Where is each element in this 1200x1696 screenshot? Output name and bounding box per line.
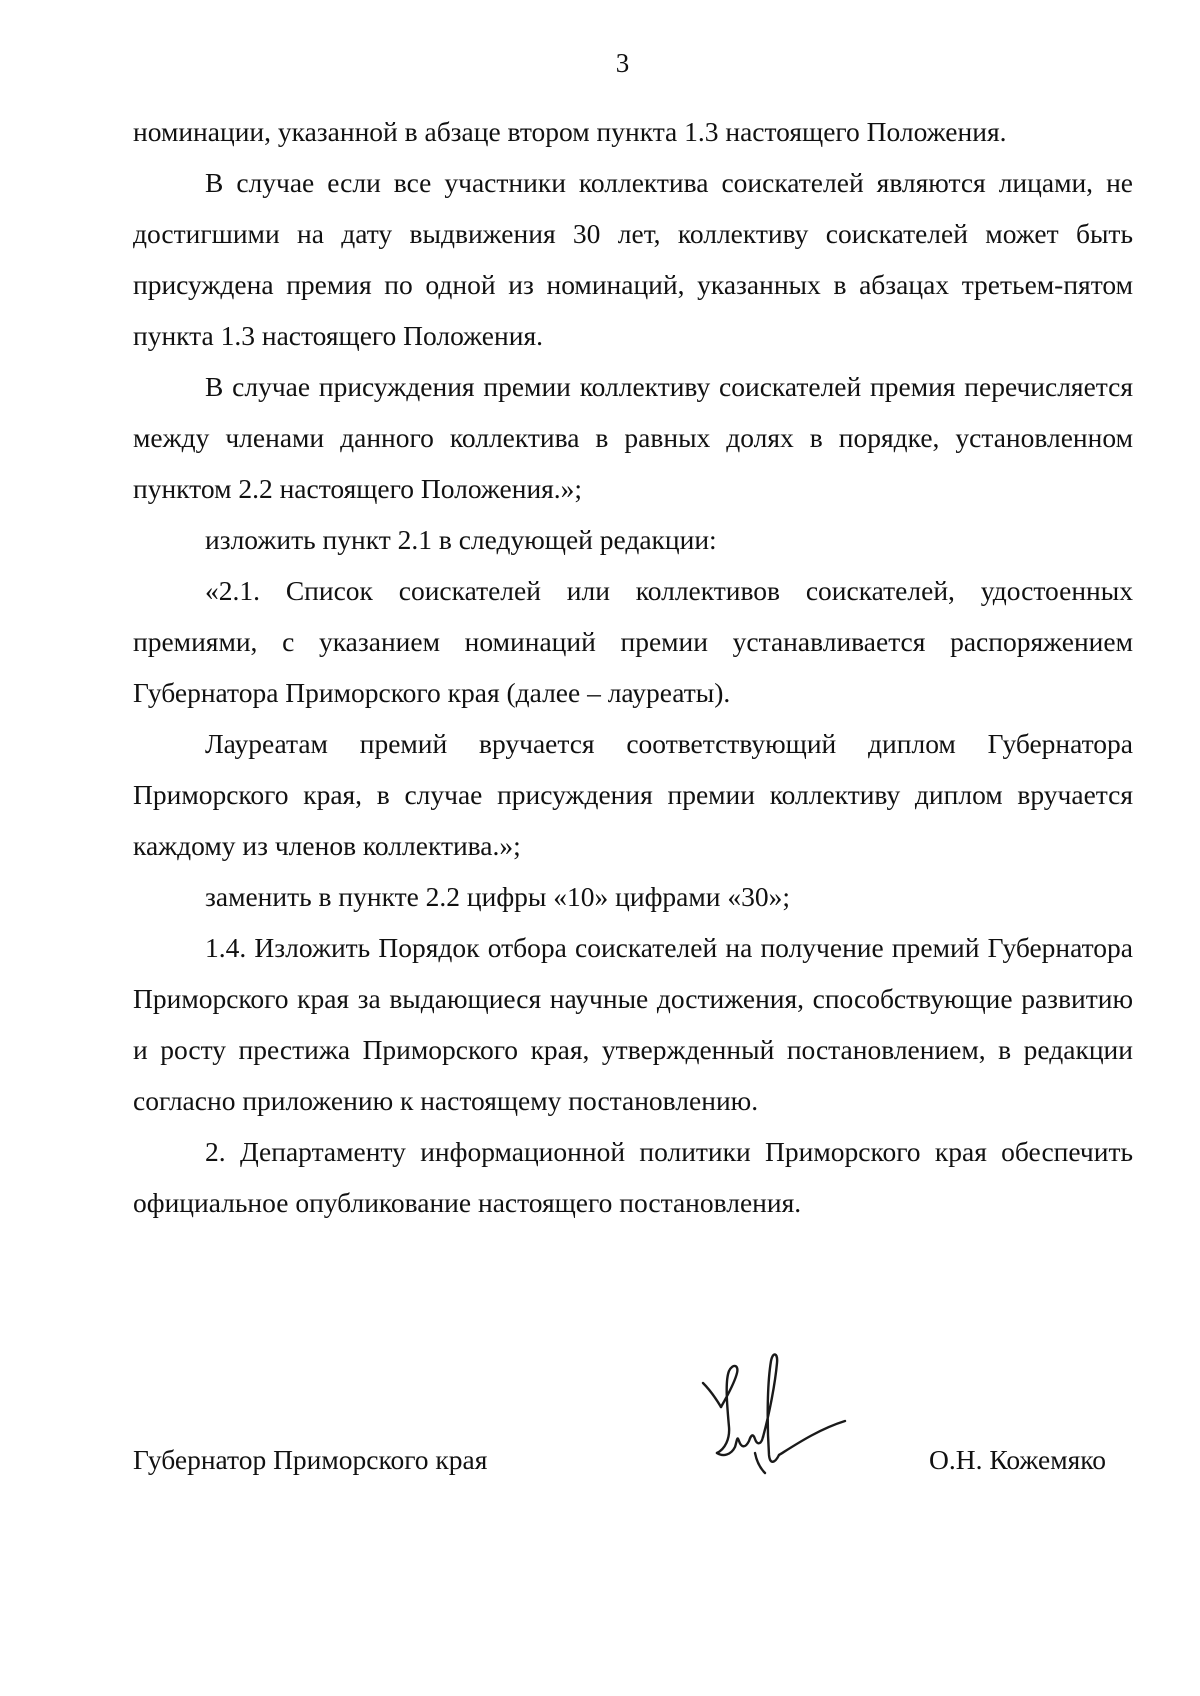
paragraph: «2.1. Список соискателей или коллективов соискателей, удостоенных премиями, с указанием номинаций премии устанавливается распоряжением Губернатора Приморского края (далее – лауреаты). [133, 575, 1133, 708]
signer-name: О.Н. Кожемяко [929, 1444, 1106, 1475]
document-body [133, 106, 1133, 1228]
paragraph: заменить в пункте 2.2 цифры «10» цифрами «30»; [205, 881, 791, 912]
signature-block [133, 1440, 1133, 1500]
signer-title: Губернатор Приморского края [133, 1444, 488, 1475]
paragraph: номинации, указанной в абзаце втором пункта 1.3 настоящего Положения. [133, 116, 1007, 147]
paragraph: Лауреатам премий вручается соответствующий диплом Губернатора Приморского края, в случае присуждения премии коллективу диплом вручается каждому из членов коллектива.»; [133, 728, 1133, 861]
page-number: 3 [615, 48, 630, 78]
paragraph: изложить пункт 2.1 в следующей редакции: [205, 524, 717, 555]
paragraph: В случае если все участники коллектива соискателей являются лицами, не достигшими на дату выдвижения 30 лет, коллективу соискателей может быть присуждена премия по одной из номинаций, указанных в абзацах третьем-пятом пункта 1.3 настоящего Положения. [133, 167, 1133, 351]
paragraph: В случае присуждения премии коллективу соискателей премия перечисляется между членами данного коллектива в равных долях в порядке, установленном пунктом 2.2 настоящего Положения.»; [133, 371, 1133, 504]
paragraph: 1.4. Изложить Порядок отбора соискателей на получение премий Губернатора Приморского края за выдающиеся научные достижения, способствующие развитию и росту престижа Приморского края, утвержденный постановлением, в редакции согласно приложению к настоящему постановлению. [133, 932, 1133, 1116]
paragraph: 2. Департаменту информационной политики Приморского края обеспечить официальное опубликование настоящего постановления. [133, 1136, 1133, 1218]
